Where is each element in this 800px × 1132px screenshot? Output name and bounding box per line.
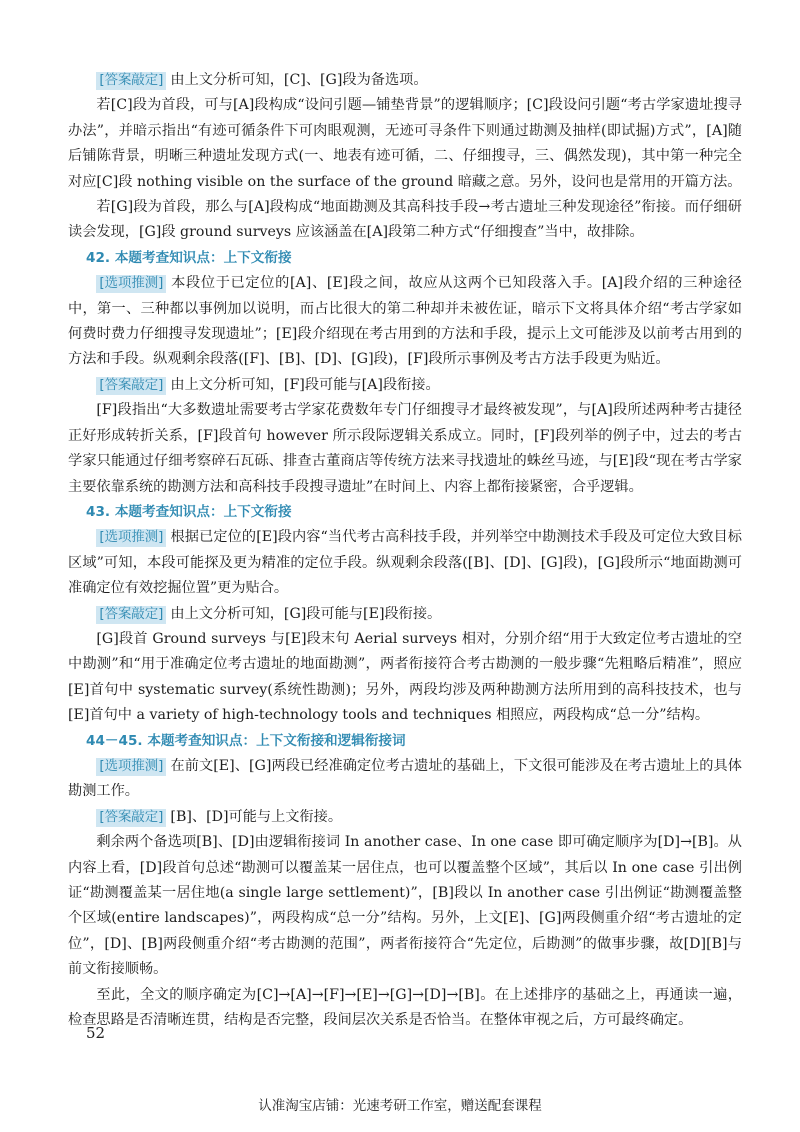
- paragraph: [68, 627, 742, 729]
- option-guess-tag: [选项推测]: [96, 758, 166, 776]
- paragraph: [68, 983, 742, 1034]
- page-number: 52: [86, 1024, 106, 1042]
- paragraph: [68, 754, 742, 805]
- paragraph: [68, 398, 742, 500]
- paragraph-text: 若[G]段为首段，那么与[A]段构成“地面勘测及其高科技手段→考古遗址三种发现途径”衔接。而仔细研读会发现，[G]段 ground surveys 应该涵盖在[A]段第二种方式“仔细搜查”当中，故排除。: [68, 199, 742, 241]
- paragraph-text: 由上文分析可知，[C]、[G]段为备选项。: [170, 72, 428, 88]
- paragraph: [68, 830, 742, 982]
- option-guess-tag: [选项推测]: [96, 275, 166, 293]
- paragraph-text: [F]段指出“大多数遗址需要考古学家花费数年专门仔细搜寻才最终被发现”，与[A]段所述两种考古捷径正好形成转折关系，[F]段首句 however 所示段际逻辑关系成立。同时，[F]段列举的例子中，过去的考古学家只能通过仔细考察碎石瓦砾、排查古董商店等传统方法来寻找遗址的蛛丝马迹，与[E]段“现在考古学家主要依靠系统的勘测方法和高科技手段搜寻遗址”在时间上、内容上都衔接紧密，合乎逻辑。: [68, 402, 742, 495]
- option-guess-tag: [选项推测]: [96, 529, 166, 547]
- paragraph: [68, 525, 742, 601]
- paragraph: [68, 93, 742, 195]
- answer-tag: [答案敲定]: [96, 72, 166, 90]
- paragraph-text: 若[C]段为首段，可与[A]段构成“设问引题—铺垫背景”的逻辑顺序；[C]段设问引题“考古学家遗址搜寻办法”，并暗示指出“有迹可循条件下可肉眼观测，无迹可寻条件下则通过勘测及抽样(即试掘)方式”，[A]随后铺陈背景，明晰三种遗址发现方式(一、地表有迹可循，二、仔细搜寻，三、偶然发现)，其中第一种完全对应[C]段 nothing visible on the surface of the ground 暗藏之意。另外，设问也是常用的开篇方法。: [68, 97, 742, 190]
- paragraph-text: 本段位于已定位的[A]、[E]段之间，故应从这两个已知段落入手。[A]段介绍的三种途径中，第一、三种都以事例加以说明，而占比很大的第二种却并未被佐证，暗示下文将具体介绍“考古学家如何费时费力仔细搜寻发现遗址”；[E]段介绍现在考古用到的方法和手段，提示上文可能涉及以前考古用到的方法和手段。纵观剩余段落([F]、[B]、[D]、[G]段)，[F]段所示事例及考古方法手段更为贴近。: [68, 275, 742, 368]
- question-heading: 43. 本题考查知识点：上下文衔接: [86, 503, 292, 520]
- paragraph: [68, 68, 742, 93]
- page-content: [68, 68, 742, 1033]
- question-heading: 42. 本题考查知识点：上下文衔接: [86, 249, 292, 266]
- paragraph-text: 由上文分析可知，[F]段可能与[A]段衔接。: [170, 376, 440, 393]
- paragraph-text: 根据已定位的[E]段内容“当代考古高科技手段，并列举空中勘测技术手段及可定位大致目标区域”可知，本段可能探及更为精准的定位手段。纵观剩余段落([B]、[D]、[G]段)，[G]段所示“地面勘测可准确定位有效挖掘位置”更为贴合。: [68, 529, 742, 597]
- answer-tag: [答案敲定]: [96, 809, 166, 827]
- paragraph: [68, 271, 742, 373]
- paragraph-text: 至此，全文的顺序确定为[C]→[A]→[F]→[E]→[G]→[D]→[B]。在上述排序的基础之上，再通读一遍，检查思路是否清晰连贯，结构是否完整，段间层次关系是否恰当。在整体审视之后，方可最终确定。: [68, 986, 742, 1029]
- paragraph-text: 由上文分析可知，[G]段可能与[E]段衔接。: [170, 605, 442, 622]
- question-heading: 44－45. 本题考查知识点：上下文衔接和逻辑衔接词: [86, 732, 406, 749]
- paragraph-text: [B]、[D]可能与上文衔接。: [170, 808, 343, 825]
- paragraph: [68, 195, 742, 246]
- footer-note: 认准淘宝店铺：光速考研工作室，赠送配套课程: [258, 1098, 542, 1114]
- paragraph-text: 剩余两个备选项[B]、[D]由逻辑衔接词 In another case、In one case 即可确定顺序为[D]→[B]。从内容上看，[D]段首句总述“勘测可以覆盖某一居住点，也可以覆盖整个区域”，其后以 In one case 引出例证“勘测覆盖某一居住地(a single large settlement)”，[B]段以 In another case 引出例证“勘测覆盖整个区域(entire landscapes)”，两段构成“总一分”结构。另外，上文[E]、[G]两段侧重介绍“考古遗址的定位”，[D]、[B]两段侧重介绍“考古勘测的范围”，两者衔接符合“先定位，后勘测”的做事步骤，故[D][B]与前文衔接顺畅。: [68, 834, 742, 978]
- answer-tag: [答案敲定]: [96, 377, 166, 395]
- paragraph-text: [G]段首 Ground surveys 与[E]段末句 Aerial surveys 相对，分别介绍“用于大致定位考古遗址的空中勘测”和“用于准确定位考古遗址的地面勘测”，两者衔接符合考古勘测的一般步骤“先粗略后精准”，照应[E]首句中 systematic survey(系统性勘测)；另外，两段均涉及两种勘测方法所用到的高科技技术，也与[E]首句中 a variety of high-technology tools and techniques 相照应，两段构成“总一分”结构。: [68, 630, 742, 724]
- paragraph: [68, 373, 742, 398]
- paragraph: [68, 602, 742, 627]
- paragraph-text: 在前文[E]、[G]两段已经准确定位考古遗址的基础上，下文很可能涉及在考古遗址上的具体勘测工作。: [68, 757, 742, 800]
- paragraph: [68, 805, 742, 830]
- answer-tag: [答案敲定]: [96, 606, 166, 624]
